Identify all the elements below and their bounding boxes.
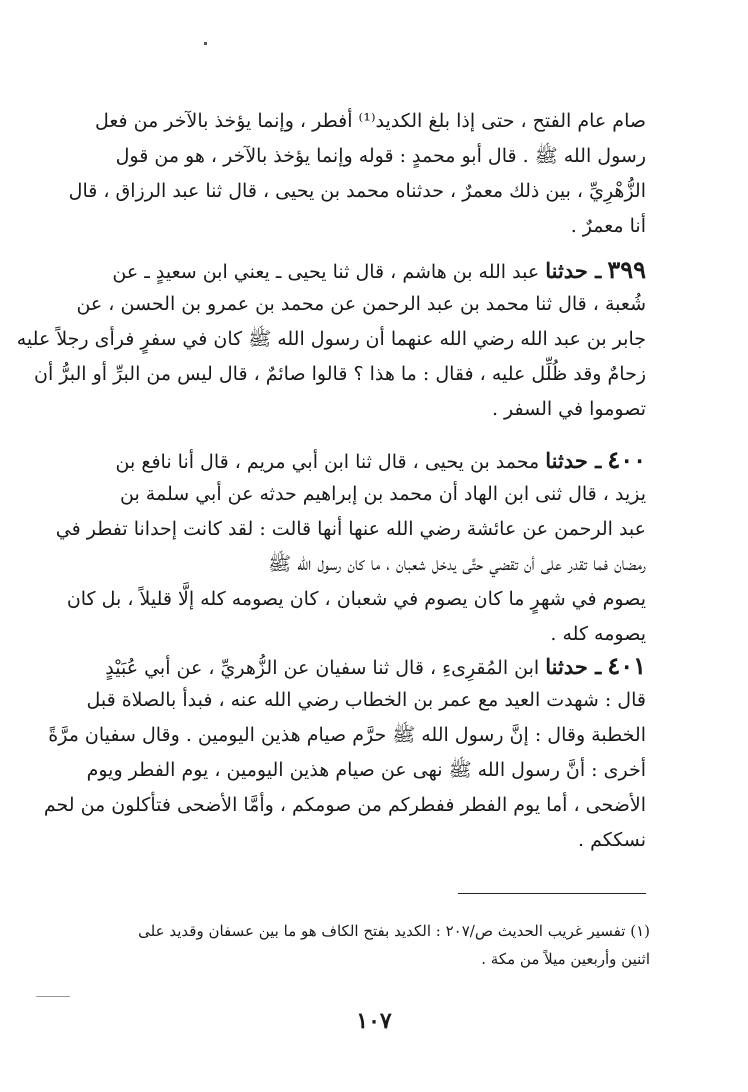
text-line [98, 648, 646, 683]
footnote-line: اثنين وأربعين ميلاً من مكة . [481, 950, 650, 968]
text-line: يصوم في شهرٍ ما كان يصوم في شعبان ، كان يصومه كله إلَّا قليلاً ، بل كان [66, 588, 646, 610]
text-run: عبد الله بن هاشم ، قال ثنا يحيى ـ يعني ابن سعيدٍ ـ عن [112, 261, 540, 283]
hadith-399 [16, 252, 646, 427]
text-line: رمضان فما تقدر على أن تقضي حتَّى يدخل شعبان ، ما كان رسول الله ﷺ [268, 553, 646, 575]
text-line: عبد الرحمن عن عائشة رضي الله عنها أنها قالت : لقد كانت إحدانا تفطر في [55, 518, 646, 540]
text-line: رسول الله ﷺ . قال أبو محمدٍ : قوله وإنما يؤخذ بالآخر ، هو من قول [115, 145, 646, 167]
text-line: نسككم . [578, 829, 646, 851]
scan-speck [36, 996, 70, 997]
text-line: يصومه كله . [550, 623, 646, 645]
text-line [98, 442, 646, 477]
text-line: جابر بن عبد الله رضي الله عنهما أن رسول الله ﷺ كان في سفرٍ فرأى رجلاً عليه [16, 328, 646, 350]
footnote [98, 917, 650, 973]
text-line: زحامٌ وقد ظُلِّل عليه ، فقال : ما هذا ؟ قالوا صائمٌ ، قال ليس من البرِّ أو البرُّ أن [33, 363, 646, 385]
hadith-heading: ـ حدثنا [545, 448, 602, 473]
text-run: ابن المُقرِىءِ ، قال ثنا سفيان عن الزُّهريِّ ، عن أبي عُبَيْدٍ [105, 657, 540, 679]
text-line: أخرى : أنَّ رسول الله ﷺ نهى عن صيام هذين اليومين ، يوم الفطر ويوم [86, 759, 646, 781]
text-line: صام عام الفتح ، حتى إذا بلغ الكديد⁽¹⁾ أفطر ، وإنما يؤخذ بالآخر من فعل [94, 110, 646, 132]
footnote-divider [458, 893, 646, 894]
paragraph-continuation [68, 104, 646, 244]
text-line: تصوموا في السفر . [491, 398, 646, 420]
page-number: ١٠٧ [356, 1008, 392, 1034]
text-line: شُعبة ، قال ثنا محمد بن عبد الرحمن عن محمد بن عمرو بن الحسن ، عن [76, 293, 646, 315]
text-line: الأضحى ، أما يوم الفطر ففطركم من صومكم ، وأمَّا الأضحى فتأكلون من لحم [43, 794, 646, 816]
text-line: يزيد ، قال ثنى ابن الهاد أن محمد بن إبراهيم حدثه عن أبي سلمة بن [120, 483, 646, 505]
text-line: الخطبة وقال : إنَّ رسول الله ﷺ حرَّم صيام هذين اليومين . وقال سفيان مرَّةً [48, 724, 646, 746]
hadith-number: ٣٩٩ [607, 255, 646, 284]
hadith-400 [55, 442, 646, 652]
text-line: أنا معمرٌ . [570, 215, 646, 237]
hadith-heading: ـ حدثنا [545, 258, 602, 283]
text-line: الزُّهْرِيِّ ، بين ذلك معمرٌ ، حدثناه محمد بن يحيى ، قال ثنا عبد الرزاق ، قال [68, 180, 646, 202]
scan-speck [204, 42, 207, 45]
text-line: قال : شهدت العيد مع عمر بن الخطاب رضي الله عنه ، فبدأ بالصلاة قبل [86, 689, 646, 711]
text-run: محمد بن يحيى ، قال ثنا ابن أبي مريم ، قال أنا نافع بن [115, 451, 540, 473]
hadith-number: ٤٠٠ [607, 445, 646, 474]
hadith-heading: ـ حدثنا [545, 654, 602, 679]
hadith-number: ٤٠١ [607, 651, 646, 680]
hadith-401 [43, 648, 646, 858]
text-line [98, 252, 646, 287]
footnote-line: (١) تفسير غريب الحديث ص/٢٠٧ : الكديد بفتح الكاف هو ما بين عسفان وقديد على [138, 922, 650, 940]
